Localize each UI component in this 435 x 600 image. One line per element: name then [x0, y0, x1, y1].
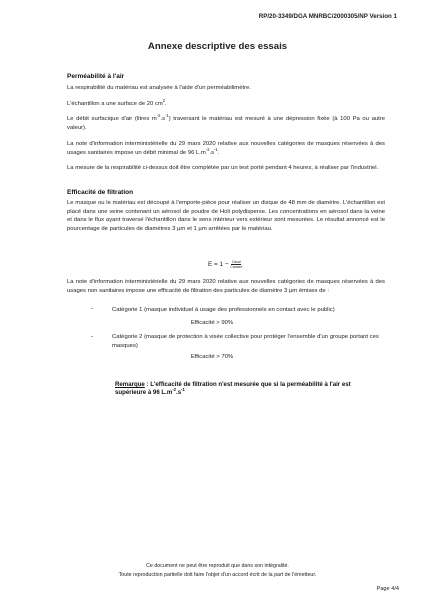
paragraph-surface [67, 100, 385, 109]
paragraph-respirabilite: La respirabilité du matériau est analysée à l'aide d'un perméabilimètre. [67, 85, 251, 91]
text-fragment: . [165, 101, 167, 107]
category-2-efficiency: Efficacité > 70% [190, 354, 234, 360]
superscript: -2 [205, 146, 210, 152]
text-fragment: . [217, 149, 220, 156]
text-fragment: Le débit surfacique d'air (litres m [67, 116, 157, 122]
list-dash: - [91, 333, 94, 340]
section-heading-permeabilite: Perméabilité à l'air [67, 73, 125, 80]
document-reference: RP/20-3349/DGA MNRBC/2000305/NP Version 1 [258, 13, 397, 20]
page-title: Annexe descriptive des essais [147, 41, 288, 52]
paragraph-protocole-filtration: Le masque ou le matériau est découpé à l'emporte-pièce pour réaliser un disque de 48 mm de diamètre. L'échantillon est placé dans une veine contenant un aérosol de poudre de Holi polydisperse. Les concentrations en aérosol dans la veine et dans le flux ayant traversé l'échantillon dans le sens intérieur vers extérieur sont mesurées. Le résultat annoncé est le pourcentage de particules de diamètres 3 µm et 1 µm arrêtées par le matériau. [67, 200, 385, 233]
text-fragment: : L'efficacité de filtration n'est mesurée que si la perméabilité à l'air est supérieure à 96 L.m [115, 381, 351, 397]
paragraph-note-information-2: La note d'information interministérielle du 29 mars 2020 relative aux nouvelles catégories de masques réservées à des usages non sanitaires impose une efficacité de filtration des particules de diamètre 3 µm émises de : [67, 279, 385, 294]
category-1-efficiency: Efficacité > 90% [190, 320, 234, 326]
text-fragment: L'échantillon a une surface de 20 cm [67, 101, 163, 107]
superscript: -2 [156, 113, 161, 119]
remark-note [115, 381, 355, 398]
paragraph-test-porte: La mesure de la respirabilité ci-dessus doit être complétée par un test porté pendant 4 heures, à réaliser par l'industriel. [67, 165, 379, 171]
superscript: -1 [181, 387, 185, 393]
category-2-description: Catégorie 2 (masque de protection à visée collective pour protéger l'ensemble d'un groupe portant ces masques) [112, 334, 379, 349]
text-fragment: .s [176, 389, 182, 397]
superscript: 2 [162, 98, 166, 104]
superscript: -2 [172, 387, 177, 393]
page-number: Page 4/4 [376, 586, 399, 592]
paragraph-note-information-1 [67, 140, 385, 157]
formula-lhs: E = 1 − [208, 261, 229, 269]
category-1-description: Catégorie 1 (masque individuel à usage des professionnels en contact avec le public) [112, 307, 335, 313]
text-fragment: ) traversant le matériau est mesuré à une dépression fixée (à 100 Pa ou autre valeur). [67, 116, 385, 131]
paragraph-debit-surfacique [67, 115, 385, 132]
list-dash: - [91, 305, 94, 312]
remark-label: Remarque [115, 381, 145, 388]
superscript: -1 [165, 113, 169, 119]
text-fragment: .s [160, 116, 166, 122]
footer-line-2: Toute reproduction partielle doit faire l'objet d'un accord écrit de la part de l'émetteur. [118, 572, 317, 578]
text-fragment: .s [209, 149, 215, 156]
efficiency-formula [208, 260, 242, 269]
formula-numerator: Caval [231, 260, 241, 264]
text-fragment: La note d'information interministérielle du 29 mars 2020 relative aux nouvelles catégories de masques réservées à des usages sanitaires impose un débit minimal de 96 L.m [67, 141, 385, 156]
superscript: -1 [214, 146, 218, 152]
footer-line-1: Ce document ne peut être reproduit que dans son intégralité. [146, 563, 289, 569]
formula-denominator: Camont [230, 265, 243, 269]
section-heading-efficacite: Efficacité de filtration [67, 189, 134, 196]
formula-fraction [230, 260, 242, 269]
